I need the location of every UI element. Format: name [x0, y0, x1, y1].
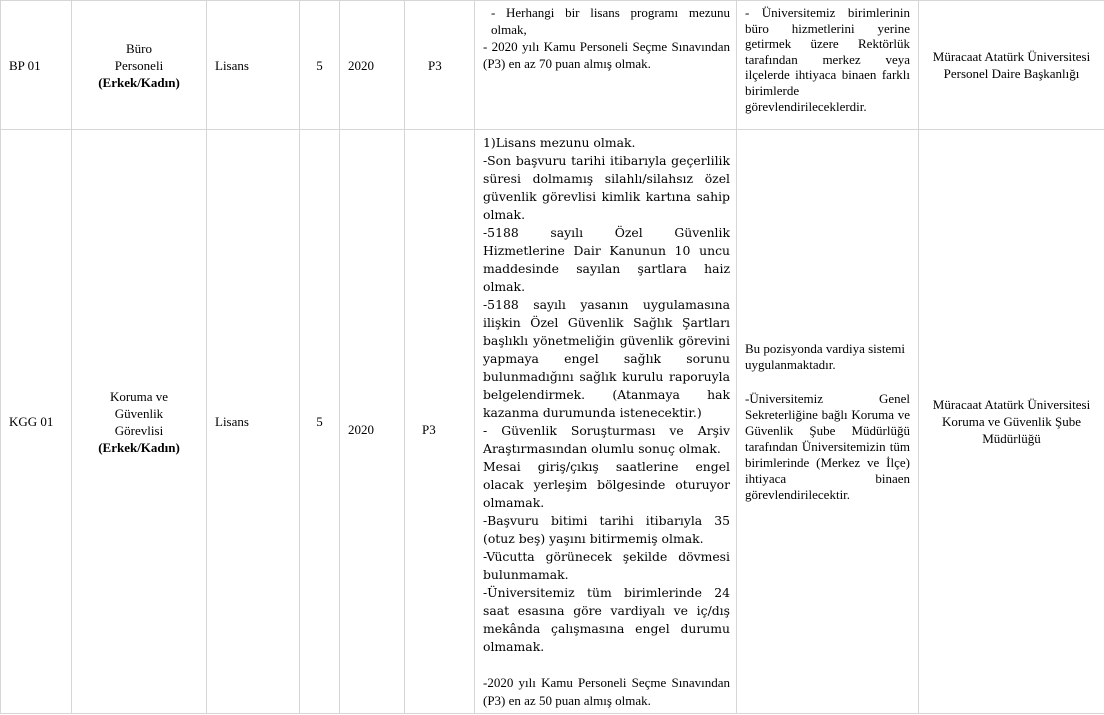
education-level: Lisans — [207, 130, 300, 714]
requirement-item: 1)Lisans mezunu olmak. — [483, 135, 636, 150]
note-item: -Üniversitemiz Genel Sekreterliğine bağlı Koruma ve Güvenlik Şube Müdürlüğü tarafından Üniversitemizin tüm birimlerinde (Merkez ve İlçe) ihtiyaca binaen görevlendirilecektir. — [745, 390, 910, 502]
requirement-item: -Son başvuru tarihi itibarıyla geçerlilik süresi dolmamış silahlı/silahsız özel güvenlik görevlisi kimlik kartına sahip olmak. — [483, 153, 730, 222]
application-contact: Müracaat Atatürk Üniversitesi Personel Daire Başkanlığı — [919, 1, 1104, 130]
requirement-item: -5188 sayılı yasanın uygulamasına ilişkin Özel Güvenlik Sağlık Şartları başlıklı yönetmeliğin güvenlik görevini yapmaya engel sağlık sorunu bulunmadığını sağlık kurulu raporuyla belgelendirmek. (Atanmaya hak kazanma durumunda istenecektir.) — [483, 297, 730, 420]
requirement-item: -2020 yılı Kamu Personeli Seçme Sınavından (P3) en az 50 puan almış olmak. — [483, 675, 730, 708]
exam-year: 2020 — [340, 1, 405, 130]
table-row — [1, 130, 1104, 714]
exam-year: 2020 — [340, 130, 405, 714]
exam-type: P3 — [405, 130, 475, 714]
position-code: KGG 01 — [1, 130, 72, 714]
position-title: Koruma ve Güvenlik Görevlisi (Erkek/Kadın) — [72, 130, 207, 714]
requirement-item: -5188 sayılı Özel Güvenlik Hizmetlerine Dair Kanunun 10 uncu maddesinde sayılan şartlara haiz olmak. — [483, 225, 730, 294]
requirement-item: - 2020 yılı Kamu Personeli Seçme Sınavından (P3) en az 70 puan almış olmak. — [483, 39, 730, 71]
education-level: Lisans — [207, 1, 300, 130]
exam-type: P3 — [405, 1, 475, 130]
application-contact: Müracaat Atatürk Üniversitesi Koruma ve Güvenlik Şube Müdürlüğü — [919, 130, 1104, 714]
notes — [737, 130, 919, 714]
requirement-item: Mesai giriş/çıkış saatlerine engel olacak yerleşim bölgesinde oturuyor olmamak. — [483, 459, 730, 510]
position-count: 5 — [300, 130, 340, 714]
requirements — [475, 1, 737, 130]
requirements — [475, 130, 737, 714]
note-item: Bu pozisyonda vardiya sistemi uygulanmaktadır. — [745, 340, 905, 372]
note-item: - Üniversitemiz birimlerinin büro hizmetlerini yerine getirmek üzere Rektörlük tarafından merkez veya ilçelerde ihtiyaca binaen farklı birimlerde görevlendirileceklerdir. — [745, 5, 910, 114]
position-count: 5 — [300, 1, 340, 130]
position-title: Büro Personeli (Erkek/Kadın) — [72, 1, 207, 130]
requirement-item: -Başvuru bitimi tarihi itibarıyla 35 (otuz beş) yaşını bitirmemiş olmak. — [483, 513, 730, 546]
gender-label: (Erkek/Kadın) — [98, 74, 180, 90]
requirement-item: - Herhangi bir lisans programı mezunu olmak, — [491, 5, 730, 37]
requirement-item: - Güvenlik Soruşturması ve Arşiv Araştırmasından olumlu sonuç olmak. — [483, 423, 730, 456]
notes — [737, 1, 919, 130]
requirement-item: -Üniversitemiz tüm birimlerinde 24 saat esasına göre vardiyalı ve iç/dış mekânda çalışmasına engel durumu olmamak. — [483, 585, 730, 654]
table-row — [1, 1, 1104, 130]
position-code: BP 01 — [1, 1, 72, 130]
gender-label: (Erkek/Kadın) — [98, 439, 180, 455]
requirement-item: -Vücutta görünecek şekilde dövmesi bulunmamak. — [483, 549, 730, 582]
